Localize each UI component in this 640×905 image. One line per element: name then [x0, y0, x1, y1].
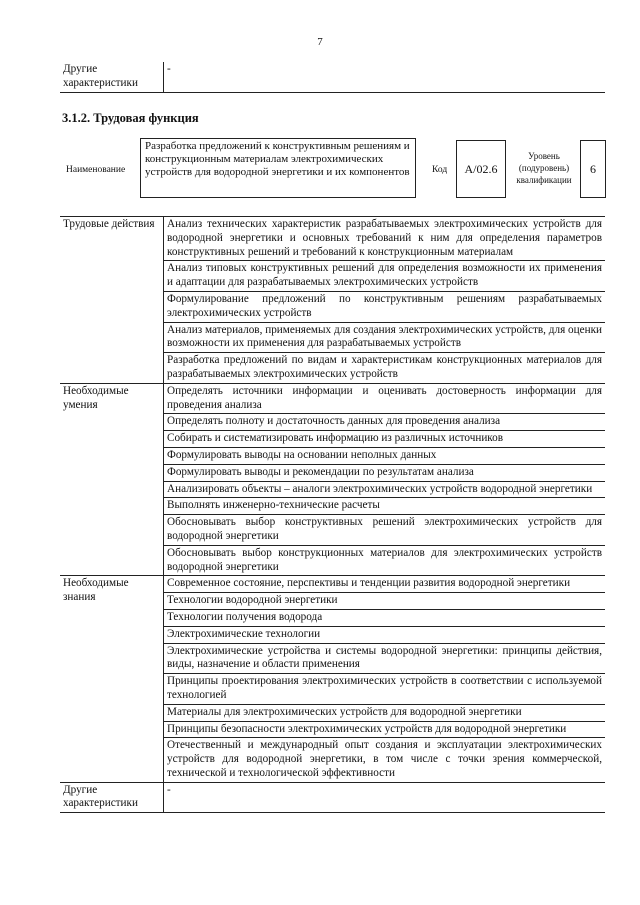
other-characteristics-label: Другие характеристики [60, 62, 164, 92]
labor-function-table [60, 216, 605, 813]
group-item: Формулировать выводы на основании неполных данных [164, 447, 606, 464]
group-item: Принципы безопасности электрохимических устройств для водородной энергетики [164, 721, 606, 738]
code-value-box: A/02.6 [456, 140, 506, 198]
level-value-box: 6 [580, 140, 606, 198]
page-number: 7 [317, 36, 323, 48]
code-label: Код [432, 165, 448, 175]
group-label: Трудовые действия [60, 217, 164, 384]
group-item: Электрохимические устройства и системы водородной энергетики: принципы действия, виды, назначение и области применения [164, 643, 606, 674]
table-row [60, 576, 605, 593]
group-item: Обосновывать выбор конструктивных решений электрохимических устройств для водородной энергетики [164, 515, 606, 546]
group-item: Электрохимические технологии [164, 626, 606, 643]
group-item: Разработка предложений по видам и характеристикам конструкционных материалов для разрабатываемых электрохимических устройств [164, 353, 606, 384]
function-name-box: Разработка предложений к конструктивным решениям и конструкционным материалам электрохимических устройств для водородной энергетики и их компонентов [140, 138, 416, 198]
other-characteristics-value: - [164, 62, 606, 92]
group-item: Отечественный и международный опыт создания и эксплуатации электрохимических устройств для водородной энергетики, в том числе с точки зрения коммерческой, технической и технологической эффективности [164, 738, 606, 782]
group-item: Анализ материалов, применяемых для создания электрохимических устройств, для оценки возможности их применения для разрабатываемых устройств [164, 322, 606, 353]
group-item: Технологии водородной энергетики [164, 593, 606, 610]
group-item: Выполнять инженерно-технические расчеты [164, 498, 606, 515]
other-characteristics-top-table [60, 62, 605, 93]
group-item: Анализировать объекты – аналоги электрохимических устройств водородной энергетики [164, 481, 606, 498]
other-characteristics-value: - [164, 782, 606, 813]
group-item: Обосновывать выбор конструкционных материалов для электрохимических устройств водородной энергетики [164, 545, 606, 576]
group-item: Принципы проектирования электрохимических устройств в соответствии с используемой технологией [164, 674, 606, 705]
group-label: Необходимые знания [60, 576, 164, 782]
group-item: Определять полноту и достаточность данных для проведения анализа [164, 414, 606, 431]
group-item: Формулирование предложений по конструктивным решениям разрабатываемых электрохимических устройств [164, 291, 606, 322]
table-row [60, 217, 605, 261]
table-row [60, 782, 605, 813]
group-item: Определять источники информации и оценивать достоверность информации для проведения анализа [164, 383, 606, 414]
section-heading: 3.1.2. Трудовая функция [62, 111, 199, 125]
group-item: Анализ технических характеристик разрабатываемых электрохимических устройств для водородной энергетики и основных требований к ним для определения параметров конструктивных решений и требований к конструкционным материалам [164, 217, 606, 261]
group-item: Материалы для электрохимических устройств для водородной энергетики [164, 704, 606, 721]
labor-function-table-body [60, 217, 605, 813]
level-label: Уровень (подуровень) квалификации [516, 151, 572, 185]
table-row [60, 383, 605, 414]
other-characteristics-label: Другие характеристики [60, 782, 164, 813]
group-item: Формулировать выводы и рекомендации по результатам анализа [164, 464, 606, 481]
group-item: Современное состояние, перспективы и тенденции развития водородной энергетики [164, 576, 606, 593]
group-item: Технологии получения водорода [164, 609, 606, 626]
group-label: Необходимые умения [60, 383, 164, 576]
group-item: Анализ типовых конструктивных решений для определения возможности их применения и адаптации для разрабатываемых электрохимических устройств [164, 261, 606, 292]
group-item: Собирать и систематизировать информацию из различных источников [164, 431, 606, 448]
name-label: Наименование [66, 165, 126, 175]
